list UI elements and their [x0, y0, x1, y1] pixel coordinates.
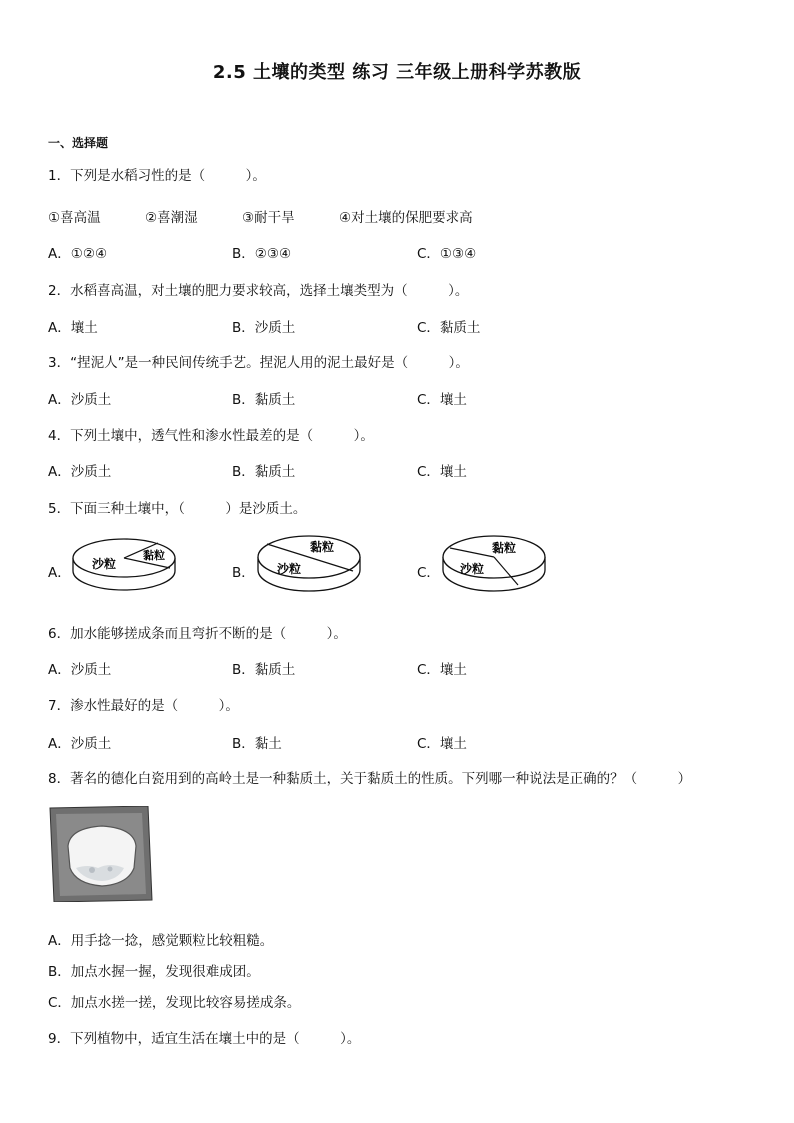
question-1-options	[48, 242, 748, 262]
q7-option-a[interactable]: A．沙质土	[48, 736, 112, 752]
pie-a-clay-label: 黏粒	[143, 549, 165, 562]
pie-c-sand-label: 沙粒	[460, 562, 485, 576]
pie-c-clay-label: 黏粒	[492, 541, 517, 555]
question-6-stem: 6．加水能够搓成条而且弯折不断的是（ ）。	[48, 626, 347, 642]
q1-option-a[interactable]: A．①②④	[48, 246, 108, 262]
q3-option-c[interactable]: C．壤土	[417, 392, 467, 408]
question-7-options	[48, 732, 748, 752]
porcelain-bowl-photo	[48, 806, 154, 902]
q1-item-4: ④对土壤的保肥要求高	[339, 210, 473, 226]
q4-option-b[interactable]: B．黏质土	[232, 464, 296, 480]
q3-option-b[interactable]: B．黏质土	[232, 392, 296, 408]
q2-option-c[interactable]: C．黏质土	[417, 320, 481, 336]
q4-option-a[interactable]: A．沙质土	[48, 464, 112, 480]
q5-pie-chart-c[interactable]	[440, 524, 548, 600]
q6-option-b[interactable]: B．黏质土	[232, 662, 296, 678]
q1-option-c[interactable]: C．①③④	[417, 246, 477, 262]
q4-option-c[interactable]: C．壤土	[417, 464, 467, 480]
section-heading: 一、选择题	[48, 136, 109, 150]
pie-b-sand-label: 沙粒	[277, 562, 302, 576]
pie-b-clay-label: 黏粒	[310, 540, 335, 554]
q1-option-b[interactable]: B．②③④	[232, 246, 292, 262]
q5-pie-chart-a[interactable]	[70, 524, 180, 600]
q7-option-c[interactable]: C．壤土	[417, 736, 467, 752]
pie-a-sand-label: 沙粒	[92, 557, 117, 571]
q8-option-b[interactable]: B．加点水握一握，发现很难成团。	[48, 964, 260, 980]
question-4-stem: 4．下列土壤中，透气性和渗水性最差的是（ ）。	[48, 428, 374, 444]
question-3-stem: 3．“捏泥人”是一种民间传统手艺。捏泥人用的泥土最好是（ ）。	[48, 355, 469, 371]
q8-option-c[interactable]: C．加点水搓一搓，发现比较容易搓成条。	[48, 995, 301, 1011]
q6-option-a[interactable]: A．沙质土	[48, 662, 112, 678]
question-5-stem: 5．下面三种土壤中，（ ）是沙质土。	[48, 501, 307, 517]
question-9-stem: 9．下列植物中，适宜生活在壤土中的是（ ）。	[48, 1031, 361, 1047]
question-1-items	[48, 206, 748, 226]
q5-option-a[interactable]: A．	[48, 565, 71, 581]
question-2-options	[48, 316, 748, 336]
question-8-stem: 8．著名的德化白瓷用到的高岭土是一种黏质土，关于黏质土的性质。下列哪一种说法是正确的？（ ）	[48, 771, 692, 787]
question-1-stem: 1．下列是水稻习性的是（ ）。	[48, 168, 266, 184]
page-title: 2.5 土壤的类型 练习 三年级上册科学苏教版	[212, 62, 582, 83]
q5-option-b[interactable]: B．	[232, 565, 255, 581]
question-4-options	[48, 460, 748, 480]
q1-item-1: ①喜高温	[48, 210, 101, 226]
q3-option-a[interactable]: A．沙质土	[48, 392, 112, 408]
q7-option-b[interactable]: B．黏土	[232, 736, 282, 752]
q1-item-2: ②喜潮湿	[145, 210, 198, 226]
q8-option-a[interactable]: A．用手捻一捻，感觉颗粒比较粗糙。	[48, 933, 274, 949]
q5-option-c[interactable]: C．	[417, 565, 440, 581]
question-7-stem: 7．渗水性最好的是（ ）。	[48, 698, 239, 714]
question-3-options	[48, 388, 748, 408]
q1-item-3: ③耐干旱	[242, 210, 295, 226]
q2-option-b[interactable]: B．沙质土	[232, 320, 296, 336]
question-6-options	[48, 658, 748, 678]
question-2-stem: 2．水稻喜高温，对土壤的肥力要求较高，选择土壤类型为（ ）。	[48, 283, 469, 299]
q6-option-c[interactable]: C．壤土	[417, 662, 467, 678]
q5-pie-chart-b[interactable]	[255, 524, 363, 600]
q2-option-a[interactable]: A．壤土	[48, 320, 98, 336]
